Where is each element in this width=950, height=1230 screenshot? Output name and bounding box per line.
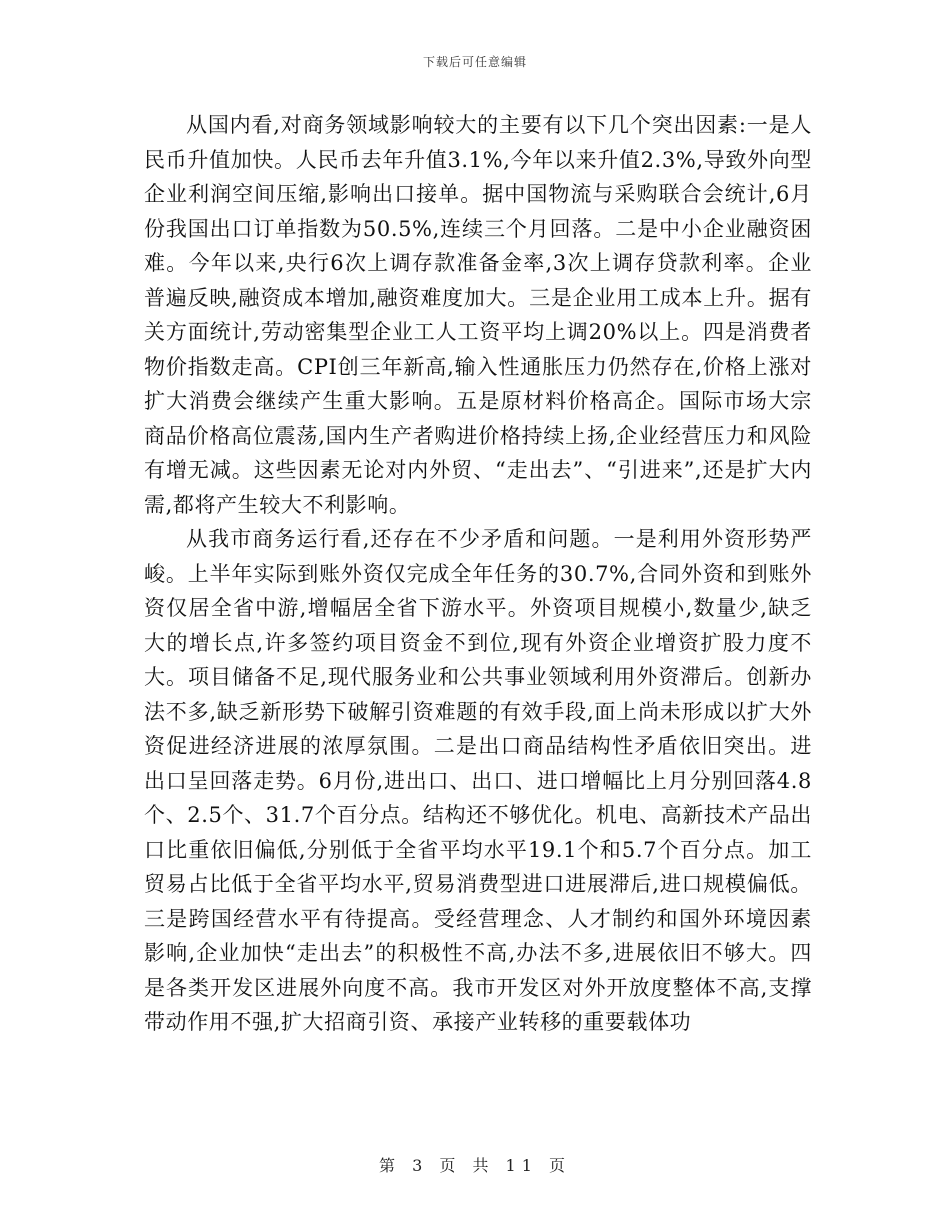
- document-body: [144, 108, 812, 1040]
- page-footer: 第 3 页 共 11 页: [379, 1156, 571, 1175]
- paragraph-city-commerce-issues: 从我市商务运行看,还存在不少矛盾和问题。一是利用外资形势严峻。上半年实际到账外资仅完成全年任务的30.7%,合同外资和到账外资仅居全省中游,增幅居全省下游水平。外资项目规模小,数量少,缺乏大的增长点,许多签约项目资金不到位,现有外资企业增资扩股力度不大。项目储备不足,现代服务业和公共事业领域利用外资滞后。创新办法不多,缺乏新形势下破解引资难题的有效手段,面上尚未形成以扩大外资促进经济进展的浓厚氛围。二是出口商品结构性矛盾依旧突出。进出口呈回落走势。6月份,进出口、出口、进口增幅比上月分别回落4.8个、2.5个、31.7个百分点。结构还不够优化。机电、高新技术产品出口比重依旧偏低,分别低于全省平均水平19.1个和5.7个百分点。加工贸易占比低于全省平均水平,贸易消费型进口进展滞后,进口规模偏低。三是跨国经营水平有待提高。受经营理念、人才制约和国外环境因素影响,企业加快“走出去”的积极性不高,办法不多,进展依旧不够大。四是各类开发区进展外向度不高。我市开发区对外开放度整体不高,支撑带动作用不强,扩大招商引资、承接产业转移的重要载体功: [144, 527, 812, 1034]
- page-header: 下载后可任意编辑: [422, 55, 527, 69]
- paragraph-domestic-factors: 从国内看,对商务领域影响较大的主要有以下几个突出因素:一是人民币升值加快。人民币去年升值3.1%,今年以来升值2.3%,导致外向型企业利润空间压缩,影响出口接单。据中国物流与采购联合会统计,6月份我国出口订单指数为50.5%,连续三个月回落。二是中小企业融资困难。今年以来,央行6次上调存款准备金率,3次上调存贷款利率。企业普遍反映,融资成本增加,融资难度加大。三是企业用工成本上升。据有关方面统计,劳动密集型企业工人工资平均上调20%以上。四是消费者物价指数走高。CPI创三年新高,输入性通胀压力仍然存在,价格上涨对扩大消费会继续产生重大影响。五是原材料价格高企。国际市场大宗商品价格高位震荡,国内生产者购进价格持续上扬,企业经营压力和风险有增无减。这些因素无论对内外贸、“走出去”、“引进来”,还是扩大内需,都将产生较大不利影响。: [144, 113, 812, 517]
